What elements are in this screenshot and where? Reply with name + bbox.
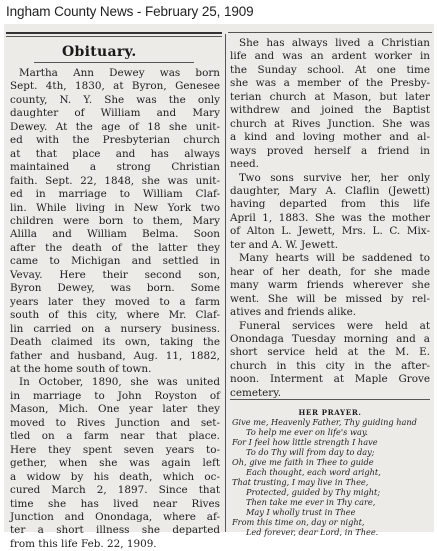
right-column-line: ter and A. W. Jewett. <box>230 238 339 251</box>
right-column-line: withdrew and joined the Baptist <box>230 104 430 117</box>
source-caption: Ingham County News - February 25, 1909 <box>6 4 254 19</box>
poem-line: Each thought, each word aright, <box>246 467 381 477</box>
right-column-line: the Sunday school. At one time <box>230 63 430 76</box>
left-column-line: ed with the Presbyterian church <box>10 134 220 147</box>
left-column-line: lin carried on a nursery business. <box>10 322 220 335</box>
left-column-line: ed in marriage to William Claf- <box>10 188 220 201</box>
right-column-line: cemetery. <box>230 386 282 399</box>
left-column-line: county, N. Y. She was the only <box>10 93 220 106</box>
newspaper-clipping <box>4 24 434 550</box>
right-column-line: April 1, 1883. She was the mother <box>230 211 430 224</box>
poem-title: HER PRAYER. <box>298 408 362 417</box>
left-column-line: faith. Sept. 22, 1848, she was unit- <box>10 174 220 187</box>
left-column-line: came to Michigan and settled in <box>10 255 220 268</box>
right-column-line: hear of her death, for she made <box>230 265 430 278</box>
right-column-line: of Alton L. Jewett, Mrs. L. C. Mix- <box>230 225 430 238</box>
left-column-line: time she has lived near Rives <box>10 497 220 510</box>
right-column-line: church in this city in the after- <box>230 359 430 372</box>
left-column-line: Martha Ann Dewey was born <box>19 67 220 79</box>
left-column-line: years later they moved to a farm <box>10 295 220 308</box>
left-column-line: ter a short illness she departed <box>10 524 220 537</box>
right-column-line: Onondaga Tuesday morning and a <box>230 332 430 345</box>
poem-line: That trusting, I may live in Thee, <box>232 477 369 487</box>
left-column-line: Death claimed its own, taking the <box>10 336 220 349</box>
top-rule-right <box>228 32 432 33</box>
right-column-line: went. She will be missed by rel- <box>230 292 430 305</box>
poem-rule <box>230 399 430 400</box>
poem-line: May I wholly trust in Thee <box>246 507 356 517</box>
right-column-line: many warm friends wherever she <box>230 279 430 292</box>
top-rule-left <box>6 32 222 34</box>
right-column-line: terian church at Mason, but later <box>230 90 430 103</box>
left-column-text <box>10 67 220 551</box>
left-column-line: Vevay. Here their second son, <box>10 268 220 281</box>
left-column-line: in marriage to John Royston of <box>10 389 220 402</box>
right-column-line: church at Rives Junction. She was <box>230 117 430 130</box>
right-column-line: atives and friends alike. <box>230 306 357 319</box>
right-column-line: having departed from this life <box>230 198 430 211</box>
left-column-line: Junction and Onondaga, where af- <box>10 510 220 523</box>
right-column-line: Funeral services were held at <box>239 319 430 332</box>
left-column-line: at the home south of town. <box>10 362 152 375</box>
right-column-line: ways proved herself a friend in <box>230 144 430 157</box>
poem-line: For I feel how little strength I have <box>232 437 378 447</box>
poem-line: To help me ever on life's way. <box>246 427 368 437</box>
left-column-line: gether, when she was again left <box>10 457 220 470</box>
left-column-line: cured March 2, 1897. Since that <box>10 484 220 497</box>
left-column-line: moved to Rives Junction and set- <box>10 416 220 429</box>
left-column-line: after the death of the latter they <box>10 241 220 254</box>
right-column-line: a kind and loving mother and al- <box>230 131 430 144</box>
left-column-line: at that place and has always <box>10 147 220 160</box>
left-column-line: daughter of William and Mary <box>10 107 220 120</box>
left-column-line: Alilla and William Belma. Soon <box>10 228 220 241</box>
left-column-line: children were born to them, Mary <box>10 214 220 227</box>
poem-line: Then take me ever in Thy care, <box>246 497 376 507</box>
right-column-line: daughter, Mary A. Claflin (Jewett) <box>230 184 430 197</box>
left-column-line: lin. While living in New York two <box>10 201 220 214</box>
left-column-line: Mason, Mich. One year later they <box>10 403 220 416</box>
right-column-line: Two sons survive her, her only <box>239 171 430 184</box>
left-column-line: tled on a farm near that place. <box>10 430 220 443</box>
right-column-line: life and was an ardent worker in <box>230 50 430 63</box>
left-column-line: Dewey. At the age of 18 she unit- <box>10 120 220 133</box>
left-column-line: Byron Dewey, was born. Some <box>10 282 220 295</box>
top-rule-left-thin <box>6 36 222 37</box>
left-column-line: In October, 1890, she was united <box>19 376 220 389</box>
column-divider <box>225 34 226 532</box>
left-column-line: south of this city, where Mr. Claf- <box>10 309 220 322</box>
right-column-line: noon. Interment at Maple Grove <box>230 373 430 386</box>
poem-line: Give me, Heavenly Father, Thy guiding hand <box>232 417 417 427</box>
right-column-text <box>230 37 430 400</box>
right-column-line: need. <box>230 158 259 171</box>
left-column-line: Sept. 4th, 1830, at Byron, Genesee <box>10 80 220 93</box>
poem-text <box>232 417 428 537</box>
obituary-heading: Obituary. <box>62 44 137 60</box>
right-column-line: she was a member of the Presby- <box>230 77 430 90</box>
poem-line: Oh, give me faith in Thee to guide <box>232 457 374 467</box>
right-column-line: short service held at the M. E. <box>230 346 430 359</box>
heading-rule <box>34 62 194 63</box>
poem-line: To do Thy will from day to day; <box>246 447 375 457</box>
right-column-line: She has always lived a Christian <box>239 37 430 49</box>
poem-line: Protected, guided by Thy might; <box>246 487 381 497</box>
left-column-line: a widow by his death, which oc- <box>10 470 220 483</box>
left-column-line: maintained a strong Christian <box>10 161 220 174</box>
poem-line: Led forever, dear Lord, in Thee. <box>246 527 379 537</box>
poem-line: From this time on, day or night, <box>232 517 365 527</box>
left-column-line: Here they spent seven years to- <box>10 443 220 456</box>
right-column-line: Many hearts will be saddened to <box>239 252 430 265</box>
left-column-line: father and husband, Aug. 11, 1882, <box>10 349 220 362</box>
left-column-line: from this life Feb. 22, 1909. <box>10 537 157 550</box>
